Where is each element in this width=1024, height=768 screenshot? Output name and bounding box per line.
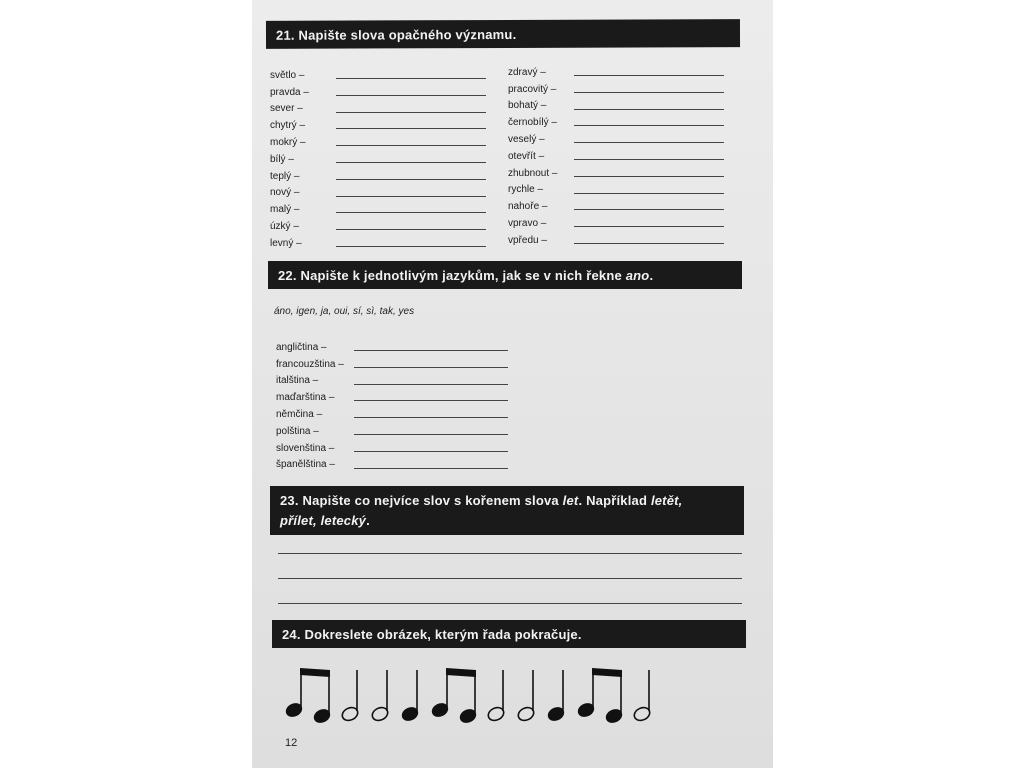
title-text: 22. Napište k jednotlivým jazykům, jak se v nich řekne [278,267,626,283]
answer-line[interactable] [336,95,486,96]
exercise-22-title [278,268,653,283]
language-row [276,406,536,423]
answer-bank: áno, igen, ja, oui, sí, sì, tak, yes [274,306,415,317]
word-label: mokrý – [270,137,306,149]
answer-line[interactable] [574,226,724,227]
example-word: letět, [650,492,683,508]
language-label: francouzština – [276,358,344,370]
workbook-page [252,0,773,768]
answer-line[interactable] [354,468,508,469]
language-label: němčina – [276,409,323,421]
answer-line[interactable] [354,434,508,435]
antonym-row [508,198,748,215]
language-row [276,373,536,390]
answer-line[interactable] [354,451,508,452]
music-note-sequence [284,660,664,730]
language-label: italština – [276,375,319,387]
answer-line[interactable] [336,162,486,163]
word-label: zdravý – [508,66,546,78]
word-label: malý – [270,204,300,216]
exercise-22-language-list [276,339,536,473]
antonym-row [508,81,748,98]
word-label: teplý – [270,170,300,182]
antonym-row [270,117,510,134]
word-label: pravda – [270,86,309,98]
answer-line[interactable] [336,78,486,79]
example-word: přílet, letecký [280,512,367,528]
language-row [276,356,536,373]
word-label: bílý – [270,153,294,165]
word-label: nový – [270,187,300,199]
exercise-24-header [272,620,746,648]
answer-line[interactable] [354,350,508,351]
antonym-row [270,67,510,84]
word-label: černobílý – [508,117,557,129]
antonym-row [270,185,510,202]
answer-line[interactable] [574,159,724,160]
antonym-row [508,215,748,232]
language-row [276,389,536,406]
title-text: . [366,512,370,528]
answer-line[interactable] [336,229,486,230]
word-label: rychle – [508,184,544,196]
answer-line[interactable] [336,128,486,129]
antonym-row [508,165,748,182]
antonym-row [508,98,748,115]
antonym-row [270,84,510,101]
language-label: angličtina – [276,341,327,353]
note-beam [592,668,622,677]
word-label: zhubnout – [508,167,558,179]
answer-line[interactable] [574,243,724,244]
title-text: 23. Napište co nejvíce slov s kořenem slova [280,492,563,508]
note-beam [300,668,330,677]
answer-line[interactable] [354,384,508,385]
writing-line[interactable] [278,578,742,579]
title-text: . [649,267,654,283]
word-label: veselý – [508,134,545,146]
language-label: polština – [276,425,319,437]
word-label: vpravo – [508,218,547,230]
answer-line[interactable] [354,400,508,401]
exercise-21-header [266,19,740,49]
answer-line[interactable] [336,145,486,146]
word-label: levný – [270,237,302,249]
answer-line[interactable] [336,212,486,213]
answer-line[interactable] [574,193,724,194]
title-emphasis: ano [625,267,650,283]
word-label: světlo – [270,69,305,81]
word-label: bohatý – [508,100,547,112]
antonym-row [508,232,748,249]
answer-line[interactable] [336,112,486,113]
page-number: 12 [285,737,298,749]
answer-line[interactable] [574,75,724,76]
answer-line[interactable] [574,125,724,126]
answer-line[interactable] [336,196,486,197]
answer-line[interactable] [336,246,486,247]
antonym-row [508,114,748,131]
exercise-24-title: 24. Dokreslete obrázek, kterým řada pokračuje. [282,626,582,642]
note-beam [446,668,476,677]
root-word: let [562,492,579,508]
language-row [276,423,536,440]
word-label: nahoře – [508,201,548,213]
title-text: . Například [578,492,651,508]
answer-line[interactable] [336,179,486,180]
antonym-row [270,101,510,118]
language-row [276,457,536,474]
answer-line[interactable] [354,367,508,368]
answer-line[interactable] [574,176,724,177]
word-label: sever – [270,103,303,115]
antonym-row [270,134,510,151]
language-row [276,440,536,457]
exercise-22-header [268,261,742,289]
antonym-row [270,218,510,235]
exercise-21-title: 21. Napište slova opačného významu. [275,26,517,43]
antonym-row [270,151,510,168]
word-label: otevřít – [508,150,545,162]
language-label: španělština – [276,459,335,471]
language-label: slovenština – [276,442,335,454]
answer-line[interactable] [354,417,508,418]
word-label: úzký – [270,221,299,233]
antonym-row [270,168,510,185]
writing-line[interactable] [278,553,742,554]
language-label: maďarština – [276,392,335,404]
exercise-21-left-column [270,67,510,252]
antonym-row [508,131,748,148]
answer-line[interactable] [574,209,724,210]
answer-line[interactable] [574,109,724,110]
antonym-row [508,148,748,165]
answer-line[interactable] [574,92,724,93]
answer-line[interactable] [574,142,724,143]
exercise-23-title [280,491,682,531]
exercise-23-header [270,486,744,535]
antonym-row [508,64,748,81]
word-label: chytrý – [270,120,306,132]
word-label: vpředu – [508,234,547,246]
writing-line[interactable] [278,603,742,604]
word-label: pracovitý – [508,83,557,95]
language-row [276,339,536,356]
exercise-21-right-column [508,64,748,249]
antonym-row [270,235,510,252]
antonym-row [270,201,510,218]
antonym-row [508,182,748,199]
